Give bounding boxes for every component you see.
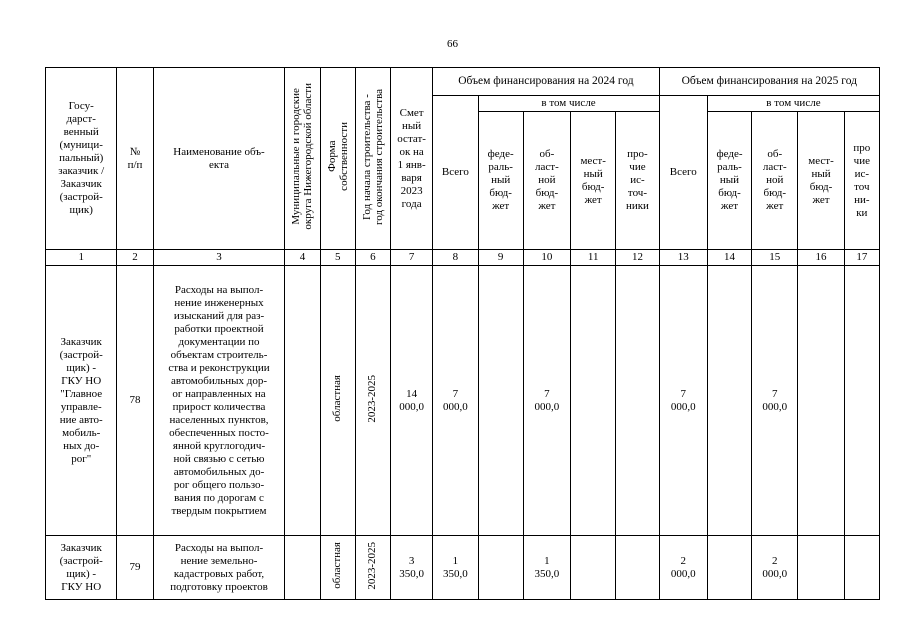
row-year-cell (355, 266, 390, 536)
col-number: 12 (616, 250, 659, 266)
row-customer: Заказчик (застрой- щик) - ГКУ НО "Главное управле- ние авто- мобиль- ных до- рог" (46, 266, 117, 536)
header-name: Наименование объ- екта (153, 68, 285, 250)
header-local-2025: мест- ный бюд- жет (798, 112, 844, 250)
row-regional-2024: 1 350,0 (523, 536, 570, 600)
row-regional-2025: 2 000,0 (752, 536, 798, 600)
financing-table (45, 67, 880, 600)
col-number: 4 (285, 250, 320, 266)
row-total-2024: 1 350,0 (433, 536, 478, 600)
col-number: 8 (433, 250, 478, 266)
col-number: 11 (571, 250, 616, 266)
row-num: 79 (117, 536, 153, 600)
row-num: 78 (117, 266, 153, 536)
header-year: Год начала строительства - год окончания строительства (360, 88, 385, 225)
header-federal-2024: феде- раль- ный бюд- жет (478, 112, 523, 250)
col-number: 2 (117, 250, 153, 266)
col-number: 16 (798, 250, 844, 266)
row-federal-2025 (707, 266, 751, 536)
row-total-2024: 7 000,0 (433, 266, 478, 536)
row-regional-2024: 7 000,0 (523, 266, 570, 536)
row-customer: Заказчик (застрой- щик) - ГКУ НО (46, 536, 117, 600)
header-ownership-cell (320, 68, 355, 250)
row-ownership-cell (320, 266, 355, 536)
row-name: Расходы на выпол- нение земельно- кадастровых работ, подготовку проектов (153, 536, 285, 600)
row-municipal (285, 266, 320, 536)
col-number: 14 (707, 250, 751, 266)
col-number: 1 (46, 250, 117, 266)
header-regional-2024: об- ласт- ной бюд- жет (523, 112, 570, 250)
row-year: 2023-2025 (366, 541, 379, 590)
header-ownership: Форма собственности (325, 122, 350, 191)
row-year-cell (355, 536, 390, 600)
header-year-cell (355, 68, 390, 250)
col-number: 3 (153, 250, 285, 266)
page-number: 66 (447, 38, 458, 50)
col-number: 17 (844, 250, 879, 266)
header-fin-2024: Объем финансирования на 2024 год (433, 68, 659, 96)
col-number: 5 (320, 250, 355, 266)
row-other-2025 (844, 266, 879, 536)
row-ownership-cell (320, 536, 355, 600)
col-number: 15 (752, 250, 798, 266)
row-ownership: областная (331, 542, 344, 589)
header-total-2024: Всего (433, 96, 478, 250)
row-ownership: областная (331, 375, 344, 422)
header-municipal-cell (285, 68, 320, 250)
row-local-2024 (571, 266, 616, 536)
col-number: 6 (355, 250, 390, 266)
row-balance: 14 000,0 (391, 266, 433, 536)
col-number: 9 (478, 250, 523, 266)
row-federal-2024 (478, 266, 523, 536)
table-row (46, 266, 880, 536)
header-customer: Госу- дарст- венный (муници- пальный) заказчик / Заказчик (застрой- щик) (46, 68, 117, 250)
row-year: 2023-2025 (366, 374, 379, 423)
col-number: 10 (523, 250, 570, 266)
header-num: № п/п (117, 68, 153, 250)
header-other-2025: про чие ис- точ ни- ки (844, 112, 879, 250)
row-balance: 3 350,0 (391, 536, 433, 600)
row-name: Расходы на выпол- нение инженерных изысканий для раз- работки проектной документации по объектам строитель- ства и реконструкции автомобильных дор- ог направленных на прирост количества населенных пунктов, обеспеченных посто- янной круглогодич- ной связью с сетью автомобильных до- рог общего пользо- вания по дорогам с твердым покрытием (153, 266, 285, 536)
row-total-2025: 7 000,0 (659, 266, 707, 536)
row-federal-2024 (478, 536, 523, 600)
row-local-2024 (571, 536, 616, 600)
header-balance: Смет ный остат- ок на 1 янв- варя 2023 года (391, 68, 433, 250)
row-other-2024 (616, 536, 659, 600)
header-regional-2025: об- ласт- ной бюд- жет (752, 112, 798, 250)
row-total-2025: 2 000,0 (659, 536, 707, 600)
row-other-2025 (844, 536, 879, 600)
header-total-2025: Всего (659, 96, 707, 250)
row-regional-2025: 7 000,0 (752, 266, 798, 536)
row-local-2025 (798, 536, 844, 600)
row-municipal (285, 536, 320, 600)
header-including-2024: в том числе (478, 96, 659, 112)
header-federal-2025: феде- раль- ный бюд- жет (707, 112, 751, 250)
col-number: 7 (391, 250, 433, 266)
header-fin-2025: Объем финансирования на 2025 год (659, 68, 879, 96)
row-local-2025 (798, 266, 844, 536)
row-other-2024 (616, 266, 659, 536)
row-federal-2025 (707, 536, 751, 600)
header-including-2025: в том числе (707, 96, 879, 112)
col-number: 13 (659, 250, 707, 266)
column-number-row (46, 250, 880, 266)
header-other-2024: про- чие ис- точ- ники (616, 112, 659, 250)
header-local-2024: мест- ный бюд- жет (571, 112, 616, 250)
header-municipal: Муниципальные и городские округа Нижегородской области (290, 83, 315, 230)
table-row (46, 536, 880, 600)
